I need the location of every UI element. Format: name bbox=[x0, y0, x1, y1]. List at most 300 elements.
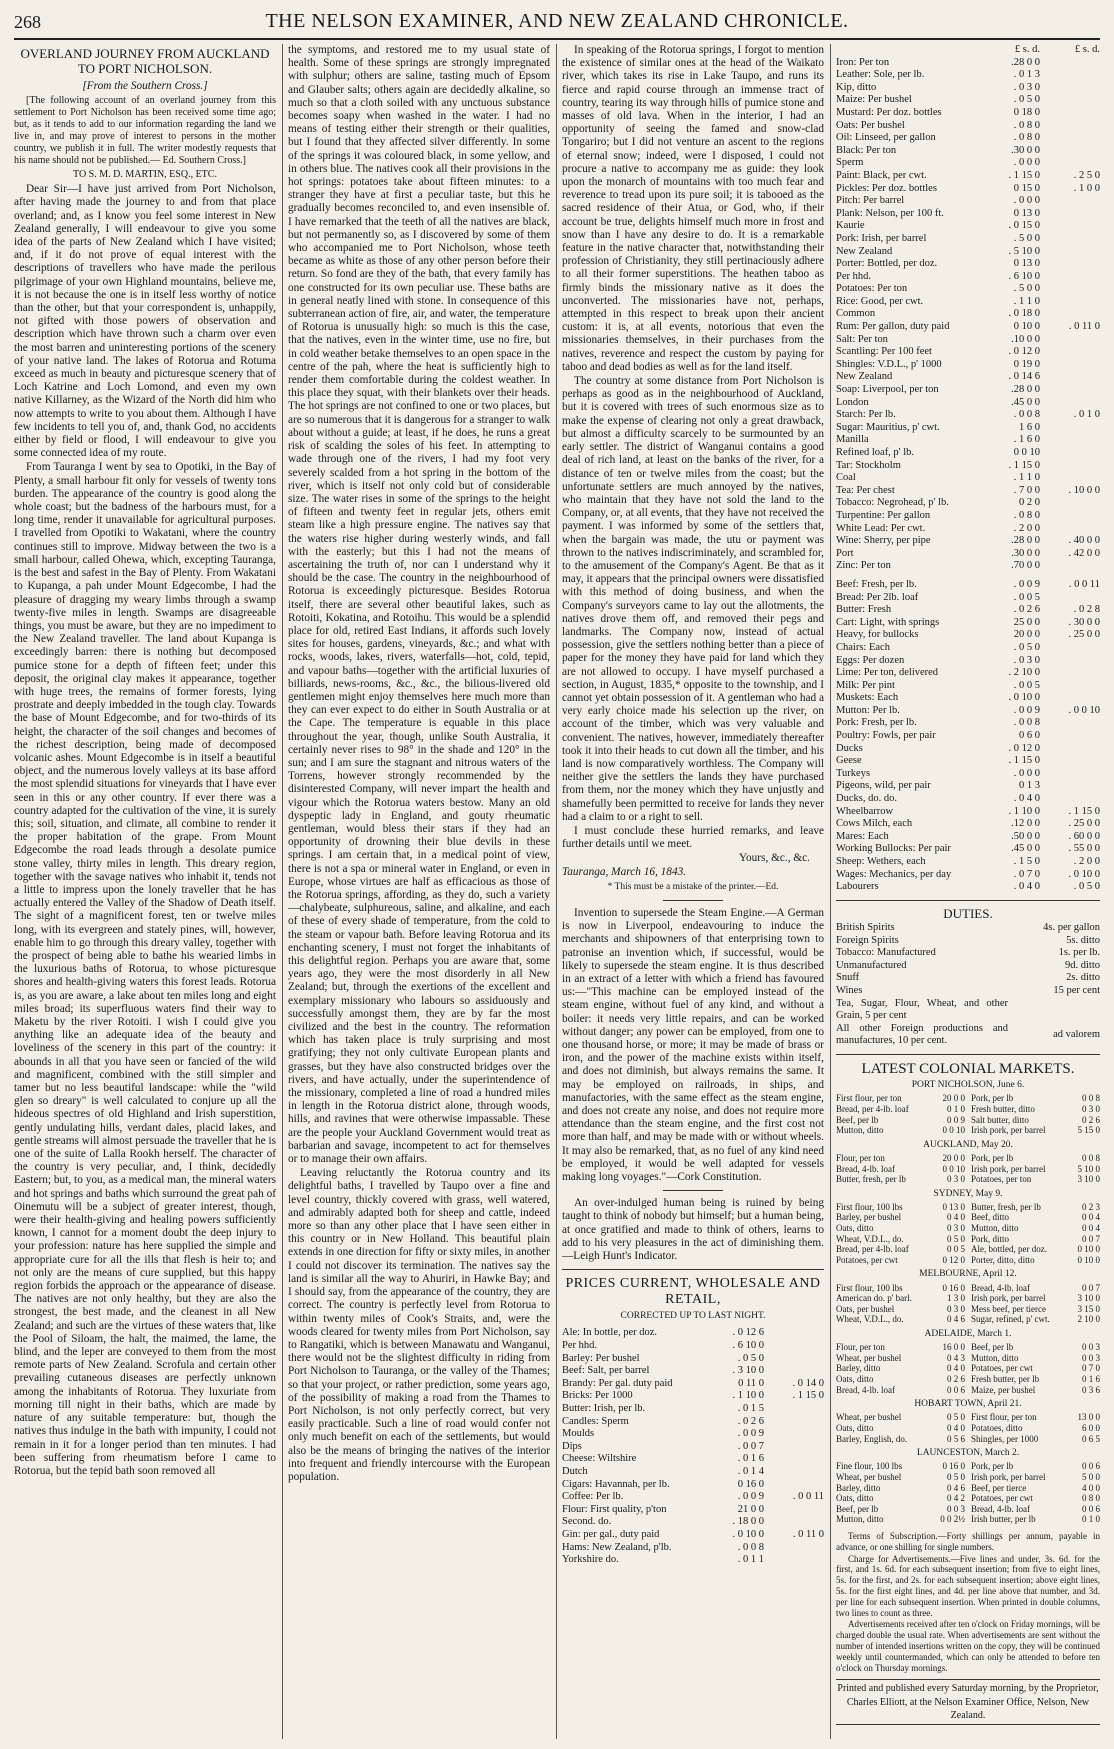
price-wholesale: . 0 8 0 bbox=[1013, 132, 1040, 144]
market-item: Potatoes, per ton bbox=[971, 1174, 1032, 1185]
price-retail: . 42 0 0 bbox=[1068, 547, 1100, 559]
price-row bbox=[836, 447, 1100, 460]
market-price: 0 3 0 bbox=[1082, 1103, 1100, 1114]
item-name: Poultry: Fowls, per pair bbox=[836, 730, 936, 742]
market-row bbox=[971, 1283, 1100, 1294]
market-row bbox=[971, 1314, 1100, 1325]
price-retail bbox=[1044, 510, 1100, 523]
market-row bbox=[836, 1314, 965, 1325]
item-name: Coal bbox=[836, 472, 856, 484]
market-item: Mutton, ditto bbox=[836, 1125, 884, 1136]
market-grid bbox=[836, 1461, 1100, 1525]
market-price: 0 0 10 bbox=[942, 1125, 965, 1136]
price-wholesale: 0 15 0 bbox=[1013, 182, 1040, 194]
market-price: 2 10 0 bbox=[1077, 1314, 1100, 1325]
duty-rate: 4s. per gallon bbox=[1043, 921, 1100, 933]
price-row bbox=[836, 472, 1100, 485]
price-wholesale: . 0 0 0 bbox=[1013, 195, 1040, 207]
item-name: Geese bbox=[836, 755, 862, 767]
price-row bbox=[562, 1516, 824, 1529]
price-wholesale: 0 0 10 bbox=[1013, 447, 1040, 458]
price-row bbox=[836, 780, 1100, 793]
market-item: First flour, per ton bbox=[836, 1093, 902, 1104]
duty-rate: 1s. per lb. bbox=[1058, 947, 1100, 959]
price-wholesale: .10 0 0 bbox=[1011, 333, 1040, 345]
price-wholesale: . 0 14 6 bbox=[1008, 371, 1040, 383]
market-row bbox=[836, 1423, 965, 1434]
item-name: Butter: Fresh bbox=[836, 604, 892, 616]
market-item: Barley, ditto bbox=[836, 1363, 881, 1374]
market-row bbox=[836, 1483, 965, 1494]
market-city: MELBOURNE, April 12. bbox=[919, 1269, 1017, 1280]
market-price: 0 4 3 bbox=[947, 1352, 965, 1363]
market-item: Shingles, per 1000 bbox=[971, 1433, 1039, 1444]
price-wholesale: . 1 10 0 bbox=[1008, 805, 1040, 817]
price-wholesale: . 7 0 0 bbox=[1013, 484, 1040, 496]
market-column bbox=[971, 1202, 1100, 1266]
price-row bbox=[836, 560, 1100, 573]
market-price: 0 3 6 bbox=[1082, 1384, 1100, 1395]
price-wholesale: . 0 2 6 bbox=[737, 1415, 764, 1427]
market-item: Sugar, refined, p' cwt. bbox=[971, 1314, 1050, 1325]
market-price: 0 1 6 bbox=[1082, 1374, 1100, 1385]
price-retail bbox=[768, 1542, 824, 1555]
market-item: Beef, per lb bbox=[836, 1503, 879, 1514]
market-item: Beef, ditto bbox=[971, 1212, 1009, 1223]
item-name: Cheese: Wiltshire bbox=[562, 1453, 637, 1465]
market-item: First flour, per ton bbox=[971, 1412, 1037, 1423]
terms-block bbox=[836, 1531, 1100, 1673]
market-item: Mutton, ditto bbox=[836, 1514, 884, 1525]
price-wholesale: . 1 15 0 bbox=[1008, 169, 1040, 181]
price-wholesale: . 5 10 0 bbox=[1008, 245, 1040, 257]
market-row bbox=[836, 1304, 965, 1315]
item-name: Maize: Per bushel bbox=[836, 94, 912, 106]
market-row bbox=[836, 1093, 965, 1104]
market-price: 0 0 3 bbox=[947, 1503, 965, 1514]
market-item: Oats, ditto bbox=[836, 1493, 874, 1504]
market-item: Potatoes, per cwt bbox=[971, 1493, 1033, 1504]
market-city: AUCKLAND, May 20. bbox=[923, 1139, 1013, 1150]
price-wholesale: . 6 10 0 bbox=[732, 1340, 764, 1352]
price-row bbox=[836, 667, 1100, 680]
price-retail: . 0 5 0 bbox=[1073, 881, 1100, 893]
price-head-wholesale: £ s. d. bbox=[1014, 44, 1040, 55]
price-retail bbox=[1044, 258, 1100, 271]
market-row bbox=[836, 1125, 965, 1136]
price-retail: . 25 0 0 bbox=[1068, 629, 1100, 641]
price-row bbox=[836, 755, 1100, 768]
market-price: 13 0 0 bbox=[1077, 1412, 1100, 1423]
duty-rate: 9d. ditto bbox=[1064, 959, 1100, 971]
column-3 bbox=[562, 44, 824, 1739]
price-row bbox=[562, 1327, 824, 1340]
item-name: Oil: Linseed, per gallon bbox=[836, 132, 936, 144]
item-name: Cigars: Havannah, per lb. bbox=[562, 1478, 670, 1490]
price-retail bbox=[768, 1504, 824, 1517]
duty-row bbox=[836, 1023, 1100, 1048]
market-row bbox=[971, 1412, 1100, 1423]
duty-item: British Spirits bbox=[836, 921, 895, 933]
item-name: Ducks bbox=[836, 742, 863, 754]
market-column bbox=[971, 1342, 1100, 1395]
price-retail: . 25 0 0 bbox=[1068, 818, 1100, 830]
price-row bbox=[836, 346, 1100, 359]
letter-signature: Yours, &c., &c. bbox=[738, 852, 810, 865]
item-name: Bricks: Per 1000 bbox=[562, 1390, 633, 1402]
market-column bbox=[836, 1461, 965, 1525]
separator bbox=[836, 1054, 1100, 1055]
market-row bbox=[971, 1342, 1100, 1353]
price-retail bbox=[1044, 780, 1100, 793]
market-grid bbox=[836, 1412, 1100, 1444]
price-wholesale: .28 0 0 bbox=[1011, 384, 1040, 396]
price-retail bbox=[1044, 82, 1100, 95]
item-name: Porter: Bottled, per doz. bbox=[836, 258, 938, 270]
column-divider bbox=[282, 44, 283, 1739]
price-row bbox=[562, 1340, 824, 1353]
market-price: 0 2 6 bbox=[1082, 1114, 1100, 1125]
price-retail bbox=[768, 1365, 824, 1378]
market-row bbox=[971, 1093, 1100, 1104]
duty-item: Unmanufactured bbox=[836, 959, 907, 971]
duty-rate: 5s. ditto bbox=[1066, 934, 1100, 946]
price-retail bbox=[1044, 220, 1100, 233]
price-retail: . 0 0 11 bbox=[1068, 578, 1100, 590]
price-row bbox=[836, 208, 1100, 221]
price-wholesale: . 0 15 0 bbox=[1008, 220, 1040, 232]
price-row bbox=[836, 397, 1100, 410]
price-retail: . 0 2 8 bbox=[1073, 604, 1100, 616]
terms-advertisements: Charge for Advertisements.—Five lines and under, 3s. 6d. for the first, and 1s. 6d. for each subsequent insertion; from five to eight lines, 5s. for the first, and 2s. for each subsequent insertion; above eight lines, 5s. for the first eight lines, and 4d. per line above that number, and 3d. per line for each subsequent insertion. When printed in double columns, two lines to count as three. bbox=[836, 1553, 1100, 1618]
market-price: 0 16 0 bbox=[942, 1461, 965, 1472]
price-retail bbox=[1044, 422, 1100, 435]
price-retail bbox=[1044, 667, 1100, 680]
duty-row bbox=[836, 947, 1100, 960]
price-wholesale: .30 0 0 bbox=[1011, 144, 1040, 156]
price-row bbox=[836, 107, 1100, 120]
masthead-title: THE NELSON EXAMINER, AND NEW ZEALAND CHRONICLE. bbox=[265, 10, 849, 32]
price-wholesale: . 1 15 0 bbox=[1008, 755, 1040, 767]
market-item: Bread, per 4-lb. loaf bbox=[836, 1244, 909, 1255]
item-name: Kaurie bbox=[836, 220, 865, 232]
price-row bbox=[836, 422, 1100, 435]
price-wholesale: . 0 12 0 bbox=[1008, 742, 1040, 754]
market-row bbox=[971, 1483, 1100, 1494]
item-name: Turpentine: Per gallon bbox=[836, 509, 931, 521]
duty-row bbox=[836, 922, 1100, 935]
market-row bbox=[836, 1385, 965, 1396]
market-item: First flour, 100 lbs bbox=[836, 1282, 903, 1293]
market-price: 0 1 0 bbox=[947, 1103, 965, 1114]
duty-item: All other Foreign productions and manufactures, 10 per cent. bbox=[836, 1022, 1008, 1047]
price-retail bbox=[1044, 346, 1100, 359]
price-row bbox=[836, 485, 1100, 498]
price-row bbox=[836, 705, 1100, 718]
market-price: 20 0 0 bbox=[942, 1152, 965, 1163]
market-item: American do. p' barl. bbox=[836, 1293, 912, 1304]
market-item: Wheat, V.D.L., do. bbox=[836, 1314, 904, 1325]
price-retail bbox=[1044, 246, 1100, 259]
price-retail: . 0 11 0 bbox=[792, 1528, 824, 1540]
price-retail: . 2 5 0 bbox=[1073, 169, 1100, 181]
market-row bbox=[971, 1164, 1100, 1175]
item-name: Per hhd. bbox=[836, 270, 871, 282]
market-price: 20 0 0 bbox=[942, 1093, 965, 1104]
market-item: Mutton, ditto bbox=[971, 1223, 1019, 1234]
price-row bbox=[836, 271, 1100, 284]
price-retail bbox=[1044, 592, 1100, 605]
price-row bbox=[836, 371, 1100, 384]
price-wholesale: . 0 0 5 bbox=[1013, 591, 1040, 603]
price-wholesale: . 0 0 0 bbox=[1013, 157, 1040, 169]
market-row bbox=[836, 1234, 965, 1245]
prices-subtitle: CORRECTED UP TO LAST NIGHT. bbox=[620, 1311, 766, 1322]
item-name: Labourers bbox=[836, 881, 879, 893]
price-row bbox=[836, 409, 1100, 422]
price-retail bbox=[1044, 69, 1100, 82]
market-row bbox=[836, 1461, 965, 1472]
item-name: London bbox=[836, 396, 869, 408]
price-wholesale: . 6 10 0 bbox=[1008, 270, 1040, 282]
price-row bbox=[562, 1529, 824, 1542]
market-column bbox=[836, 1283, 965, 1325]
price-wholesale: . 0 12 6 bbox=[732, 1327, 764, 1339]
item-name: New Zealand bbox=[836, 245, 893, 257]
item-name: Brandy: Per gal. duty paid bbox=[562, 1377, 673, 1389]
item-name: Lime: Per ton, delivered bbox=[836, 667, 939, 679]
item-name: Flour: First quality, p'ton bbox=[562, 1503, 667, 1515]
market-column bbox=[836, 1093, 965, 1135]
market-item: Pork, per lb bbox=[971, 1461, 1014, 1472]
market-price: 5 15 0 bbox=[1077, 1125, 1100, 1136]
market-grid bbox=[836, 1342, 1100, 1395]
market-row bbox=[836, 1504, 965, 1515]
item-name: Wheelbarrow bbox=[836, 805, 894, 817]
price-row bbox=[836, 642, 1100, 655]
price-row bbox=[562, 1491, 824, 1504]
price-retail bbox=[768, 1453, 824, 1466]
price-row bbox=[562, 1453, 824, 1466]
price-retail bbox=[1044, 523, 1100, 536]
market-column bbox=[971, 1283, 1100, 1325]
price-wholesale: 0 10 0 bbox=[1013, 321, 1040, 333]
market-row bbox=[971, 1212, 1100, 1223]
market-row bbox=[836, 1293, 965, 1304]
market-price: 0 0 7 bbox=[1082, 1233, 1100, 1244]
price-retail: . 2 0 0 bbox=[1073, 856, 1100, 867]
column-1 bbox=[14, 44, 276, 1739]
item-name: Dips bbox=[562, 1440, 582, 1452]
market-item: Oats, ditto bbox=[836, 1423, 874, 1433]
price-wholesale: 25 0 0 bbox=[1013, 616, 1040, 628]
price-row bbox=[836, 220, 1100, 233]
market-item: Pork, per lb bbox=[971, 1093, 1014, 1104]
item-name: Per hhd. bbox=[562, 1340, 597, 1352]
market-city: SYDNEY, May 9. bbox=[933, 1188, 1003, 1199]
column-4 bbox=[836, 44, 1100, 1739]
price-row bbox=[836, 132, 1100, 145]
salutation: TO S. M. D. MARTIN, ESQ., ETC. bbox=[73, 169, 217, 181]
item-name: Milk: Per pint bbox=[836, 679, 895, 691]
market-item: Beef, per tierce bbox=[971, 1482, 1027, 1493]
market-price: 0 8 0 bbox=[1082, 1493, 1100, 1504]
duty-row bbox=[836, 985, 1100, 998]
market-item: Oats, ditto bbox=[836, 1374, 874, 1385]
price-row bbox=[562, 1378, 824, 1391]
market-price: 0 10 0 bbox=[1077, 1244, 1100, 1255]
market-item: Oats, ditto bbox=[836, 1223, 874, 1234]
market-item: Porter, ditto, ditto bbox=[971, 1254, 1035, 1265]
market-item: Bread, 4-lb. loaf bbox=[971, 1503, 1030, 1514]
price-row bbox=[836, 881, 1100, 894]
item-name: Second. do. bbox=[562, 1516, 612, 1528]
item-name: Shingles: V.D.L., p' 1000 bbox=[836, 358, 942, 370]
item-name: Sperm bbox=[836, 157, 864, 169]
price-retail bbox=[1044, 692, 1100, 705]
market-row bbox=[971, 1385, 1100, 1396]
article-paragraph: I must conclude these hurried remarks, and leave further details until we meet. bbox=[562, 824, 824, 851]
price-row bbox=[836, 604, 1100, 617]
item-name: Pitch: Per barrel bbox=[836, 195, 905, 207]
market-item: Mutton, ditto bbox=[971, 1352, 1019, 1363]
price-row bbox=[836, 806, 1100, 819]
price-row bbox=[836, 592, 1100, 605]
market-price: 0 2 3 bbox=[1082, 1201, 1100, 1212]
market-price: 0 7 0 bbox=[1082, 1363, 1100, 1374]
item-name: Eggs: Per dozen bbox=[836, 654, 905, 666]
market-row bbox=[971, 1461, 1100, 1472]
item-name: Beef: Fresh, per lb. bbox=[836, 578, 917, 590]
item-name: Potatoes: Per ton bbox=[836, 283, 908, 295]
item-name: Coffee: Per lb. bbox=[562, 1491, 624, 1503]
price-row bbox=[836, 94, 1100, 107]
price-row bbox=[836, 283, 1100, 296]
market-item: Bread, 4-lb. loaf bbox=[971, 1282, 1030, 1293]
market-item: Wheat, per bushel bbox=[836, 1471, 902, 1482]
price-wholesale: 0 16 0 bbox=[737, 1478, 764, 1490]
market-item: Flour, per ton bbox=[836, 1152, 885, 1163]
market-price: 0 0 9 bbox=[947, 1114, 965, 1125]
market-row bbox=[836, 1353, 965, 1364]
market-item: Bread, 4-lb. loaf bbox=[836, 1384, 895, 1395]
market-column bbox=[836, 1342, 965, 1395]
price-row bbox=[562, 1479, 824, 1492]
price-wholesale: .28 0 0 bbox=[1011, 535, 1040, 547]
article-paragraph: In speaking of the Rotorua springs, I forgot to mention the existence of similar ones at the head of the Waikato river, which takes its rise in Lake Taupo, and runs its fierce and rapid course through an immense tract of country, tearing its way through hills of pumice stone and masses of old lava. When in the interior, I had an opportunity of seeing the famed and snow-clad Tongariro; but I did not venture an ascent to the regions of eternal snow; indeed, were I disposed, I could not procure a native to accompany me as guide: they look upon the monarch of mountains with too much fear and reverence to tread upon its pure soil; it is tabooed as the sacred residence of their Atua, or God, who, if their account be true, delights himself much more in frost and snow than I have any desire to do. It is a remarkable feature in the native character that, notwithstanding their profession of Christianity, they still pertinaciously adhere to all their former superstitions. The heathen taboo as firmly binds the missionary native as it does the unconverted. The missionaries have not, perhaps, attempted in this respect to break upon their ancient custom: it is, at all events, notorious that even the missionaries themselves, in their purchases from the natives, reverence and respect the custom by paying for taboo and dead bodies as well as for the land itself. bbox=[562, 44, 824, 373]
price-row bbox=[836, 308, 1100, 321]
price-retail: . 0 1 0 bbox=[1073, 409, 1100, 421]
price-retail bbox=[1044, 359, 1100, 372]
item-name: Sheep: Wethers, each bbox=[836, 856, 926, 867]
item-name: Beef: Salt, per barrel bbox=[562, 1365, 650, 1377]
price-retail bbox=[768, 1340, 824, 1353]
item-name: Iron: Per ton bbox=[836, 56, 890, 68]
market-row bbox=[836, 1434, 965, 1445]
market-row bbox=[971, 1423, 1100, 1434]
market-price: 0 4 0 bbox=[947, 1423, 965, 1433]
market-item: Mess beef, per tierce bbox=[971, 1303, 1046, 1314]
price-retail: . 30 0 0 bbox=[1068, 616, 1100, 628]
price-wholesale: . 1 15 0 bbox=[1008, 459, 1040, 471]
duty-row bbox=[836, 935, 1100, 948]
item-name: Common bbox=[836, 308, 876, 320]
price-retail bbox=[1044, 120, 1100, 133]
price-retail bbox=[768, 1516, 824, 1529]
market-column bbox=[836, 1412, 965, 1444]
market-row bbox=[971, 1472, 1100, 1483]
market-price: 0 4 6 bbox=[947, 1482, 965, 1493]
price-retail: . 10 0 0 bbox=[1068, 484, 1100, 496]
market-row bbox=[836, 1255, 965, 1266]
market-price: 0 13 0 bbox=[942, 1201, 965, 1212]
item-name: Plank: Nelson, per 100 ft. bbox=[836, 207, 944, 219]
price-row bbox=[562, 1441, 824, 1454]
prices-table-c bbox=[836, 579, 1100, 894]
item-name: Sugar: Mauritius, p' cwt. bbox=[836, 421, 940, 433]
article-paragraph: The country at some distance from Port Nicholson is perhaps as good as in the neighbourhood of Auckland, but it is covered with trees of such enormous size as to make the expense of clearing not only a great drawback, but almost a difficulty scarcely to be surmounted by an early settler. The district of Wanganui contains a good deal of rich land, at least on the banks of the river, for a distance of ten or twelve miles from the coast; but the unfortunate settlers are much annoyed by the natives, who maintain that they have not sold the land to the Company, or, at all events, that they have not received the payment. I was informed by some of the settlers that, when the bargain was made, the utu or payment was thrown to the natives indiscriminately, and scrambled for, to the amusement of the Company's Agent. Be that as it may, it appears that the principal owners were dissatisfied with this method of doing business, and when the Company's surveyors came to lay out the allotments, the natives drove them off, and removed their pegs and landmarks. The Company now, instead of actual possession, give the settlers nothing better than a piece of paper for the money they have paid for land which they are not allowed to occupy. I have myself purchased a section, in August, 1835,* opposite to the township, and I cannot yet obtain possession of it. A gentleman who had a very early choice made his selection up the river, on account of the timber, which was very valuable and convenient. The natives, however, immediately thereafter took it into their heads to cut down all the timber, and his land is now comparatively worthless. The Company will neither give the settlers the lands they have purchased from them, nor the money which they have unjustly and shamefully been permitted to receive for lands they never had a claim to or a right to sell. bbox=[562, 375, 824, 823]
price-row bbox=[836, 535, 1100, 548]
market-price: 3 10 0 bbox=[1077, 1174, 1100, 1185]
price-wholesale: . 0 3 0 bbox=[1013, 654, 1040, 666]
prices-col-head bbox=[836, 44, 1100, 57]
market-price: 0 0 6 bbox=[947, 1384, 965, 1395]
markets-list bbox=[836, 1079, 1100, 1525]
price-retail bbox=[1044, 384, 1100, 397]
market-price: 0 3 0 bbox=[947, 1174, 965, 1185]
duty-item: Tea, Sugar, Flour, Wheat, and other Grain, 5 per cent bbox=[836, 997, 1008, 1022]
market-row bbox=[971, 1514, 1100, 1525]
price-wholesale: . 0 1 5 bbox=[737, 1403, 764, 1415]
price-row bbox=[836, 730, 1100, 743]
price-retail bbox=[1044, 560, 1100, 573]
price-row bbox=[836, 233, 1100, 246]
duties-table bbox=[836, 922, 1100, 1048]
price-retail bbox=[1044, 145, 1100, 158]
market-price: 0 10 0 bbox=[1077, 1254, 1100, 1265]
market-item: Wheat, per bushel bbox=[836, 1412, 902, 1423]
market-price: 0 0 10 bbox=[942, 1163, 965, 1174]
item-name: Scantling: Per 100 feet bbox=[836, 346, 932, 358]
item-name: White Lead: Per cwt. bbox=[836, 522, 926, 534]
market-row bbox=[836, 1283, 965, 1294]
price-wholesale: .30 0 0 bbox=[1011, 547, 1040, 559]
article-title: OVERLAND JOURNEY FROM AUCKLAND TO PORT NICHOLSON. bbox=[20, 46, 270, 76]
market-price: 0 2 6 bbox=[947, 1374, 965, 1385]
market-city: ADELAIDE, March 1. bbox=[924, 1329, 1012, 1340]
price-row bbox=[562, 1353, 824, 1366]
market-item: Flour, per ton bbox=[836, 1342, 885, 1353]
price-wholesale: 0 13 0 bbox=[1013, 258, 1040, 270]
item-name: Wine: Sherry, per pipe bbox=[836, 535, 931, 547]
duties-title: DUTIES. bbox=[943, 905, 993, 921]
price-retail bbox=[1044, 472, 1100, 485]
duty-row bbox=[836, 960, 1100, 973]
article-paragraph: Dear Sir—I have just arrived from Port Nicholson, after having made the journey to and from that place overland; and, as I know you feel some interest in New Zealand generally, I will endeavour to give you some idea of the parts of New Zealand which I have visited; and, if it do not prove of equal interest with the descriptions of travellers who have made the perilous pilgrimage of your own Highland mountains, believe me, it is not because the one is in itself less worthy of notice than the other, but that your correspondent is, unhappily, not gifted with those powers of observation and description which have thrown such a charm over even the most barren and uninteresting portions of the scenery of your native land. The lakes of Rotorua and Rotuma exceed as much in beauty and picturesque scenery that of Loch Katrine and Loch Lomond, and even my own native Killarney, as the Wizard of the North did him who now attempts to write to you about them. Although I have few incidents to tell you of, and, thank God, no accidents either by field or flood, I will endeavour to give you some connected idea of my route. bbox=[14, 183, 276, 460]
column-2 bbox=[288, 44, 550, 1739]
item-name: Pork: Fresh, per lb. bbox=[836, 717, 917, 729]
price-wholesale: 0 1 3 bbox=[1019, 780, 1040, 792]
price-retail: . 0 14 0 bbox=[792, 1377, 824, 1389]
market-price: 0 0 6 bbox=[1082, 1461, 1100, 1472]
market-price: 0 0 3 bbox=[1082, 1342, 1100, 1353]
price-wholesale: . 1 5 0 bbox=[1013, 856, 1040, 867]
market-item: Oats, per bushel bbox=[836, 1303, 895, 1314]
price-row bbox=[836, 334, 1100, 347]
price-retail: . 1 15 0 bbox=[792, 1390, 824, 1402]
item-name: Port bbox=[836, 547, 854, 559]
price-retail bbox=[1044, 157, 1100, 170]
